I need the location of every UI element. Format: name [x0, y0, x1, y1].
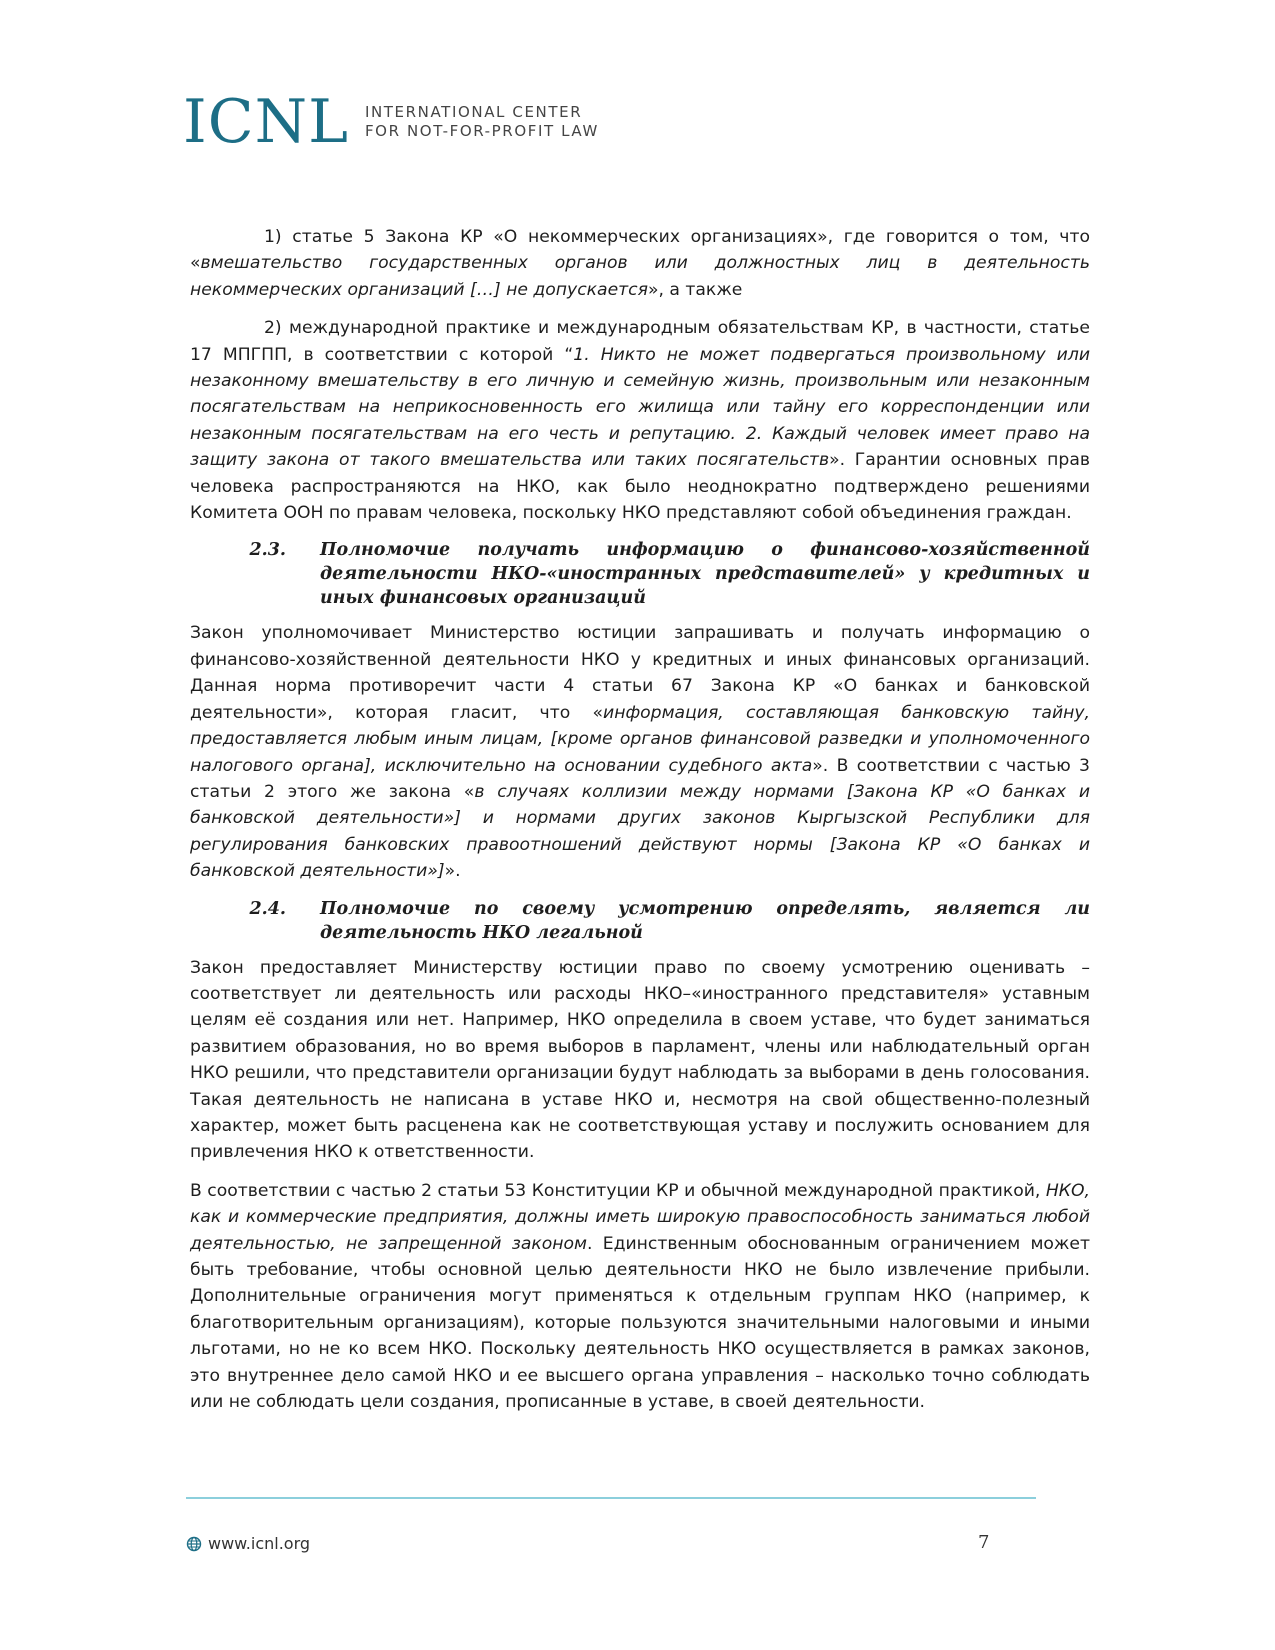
logo-tagline-line-1: INTERNATIONAL CENTER [364, 103, 583, 121]
paragraph-text: ». Гарантии основных прав человека распространяются на НКО, как было неоднократно подтверждено решениями Комитета ООН по правам человека, поскольку НКО представляют собой объединения граждан. [190, 450, 1090, 524]
paragraph-text: . Единственным обоснованным ограничением может быть требование, чтобы основной целью деятельности НКО не было извлечение прибыли. Дополнительные ограничения могут применяться к отдельным группам НКО (например, к благотворительным организациям), которые пользуются значительными налоговыми и иными льготами, но не ко всем НКО. Поскольку деятельность НКО осуществляется в рамках законов, это внутреннее дело самой НКО и ее высшего органа управления – насколько точно соблюдать или не соблюдать цели создания, прописанные в уставе, в своей деятельности. [190, 1233, 1090, 1413]
paragraph-text: Закон уполномочивает Министерство юстиции запрашивать и получать информацию о финансово-хозяйственной деятельности НКО у кредитных и иных финансовых организаций. Данная норма противоречит части 4 статьи 67 Закона КР «О банках и банковской деятельности», которая гласит, что « [190, 623, 1090, 723]
logo-mark: ICNL [183, 87, 349, 157]
logo-tagline [365, 103, 599, 141]
paragraph-text: », а также [647, 279, 743, 300]
paragraph-text: ». [444, 861, 461, 882]
section-title: Полномочие получать информацию о финансово-хозяйственной деятельности НКО-«иностранных представителей» у кредитных и иных финансовых организаций [320, 540, 1090, 609]
section-heading-2-4 [190, 897, 1090, 945]
paragraph-constitution [190, 1178, 1090, 1416]
globe-icon [186, 1536, 202, 1552]
document-body [190, 224, 1090, 1427]
paragraph-text: 2) международной практике и международным обязательствам КР, в частности, статье 17 МПГПП, в соответствии с которой “ [190, 318, 1090, 365]
paragraph-ministry-discretion: Закон предоставляет Министерству юстиции право по своему усмотрению оценивать – соответствует ли деятельность или расходы НКО–«иностранного представителя» уставным целям её создания или нет. Например, НКО определила в своем уставе, что будет заниматься развитием образования, но во время выборов в парламент, члены или наблюдательный орган НКО решили, что представители организации будут наблюдать за выборами в день голосования. Такая деятельность не написана в уставе НКО и, несмотря на свой общественно-полезный характер, может быть расценена как не соответствующая уставу и послужить основанием для привлечения НКО к ответственности. [190, 957, 1090, 1163]
section-heading-2-3 [190, 538, 1090, 610]
paragraph-international-practice [190, 315, 1090, 526]
icnl-logo [183, 87, 599, 157]
footer-website[interactable] [186, 1534, 310, 1553]
paragraph-quote: информация, составляющая банковскую тайну, предоставляется любым иным лицам, [кроме органов финансовой разведки и уполномоченного налогового органа], исключительно на основании судебного акта [190, 702, 1090, 776]
footer-url-text[interactable]: www.icnl.org [208, 1534, 311, 1553]
paragraph-bank-secrecy [190, 620, 1090, 884]
paragraph-quote: в случаях коллизии между нормами [Закона КР «О банках и банковской деятельности»] и нормами других законов Кыргызской Республики для регулирования банковских правоотношений действуют нормы [Закона КР «О банках и банковской деятельности»] [190, 781, 1090, 882]
paragraph-text: 1) статье 5 Закона КР «О некоммерческих организациях», где говорится о том, что « [190, 227, 1090, 274]
paragraph-text: В соответствии с частью 2 статьи 53 Конституции КР и обычной международной практикой, [190, 1180, 1046, 1201]
footer-divider [186, 1497, 1036, 1499]
paragraph-quote: 1. Никто не может подвергаться произвольному или незаконному вмешательству в его личную и семейную жизнь, произвольным или незаконным посягательствам на неприкосновенность его жилища или тайну его корреспонденции или незаконным посягательствам на его честь и репутацию. 2. Каждый человек имеет право на защиту закона от такого вмешательства или таких посягательств [190, 344, 1090, 471]
paragraph-quote: НКО, как и коммерческие предприятия, должны иметь широкую правоспособность заниматься любой деятельностью, не запрещенной законом [190, 1180, 1090, 1254]
section-number: 2.4. [249, 898, 286, 919]
section-title: Полномочие по своему усмотрению определять, является ли деятельность НКО легальной [320, 898, 1090, 943]
page-number: 7 [978, 1532, 990, 1553]
paragraph-quote: вмешательство государственных органов или должностных лиц в деятельность некоммерческих организаций […] не допускается [190, 253, 1090, 300]
paragraph-text: ». В соответствии с частью 3 статьи 2 этого же закона « [190, 755, 1090, 802]
logo-tagline-line-2: FOR NOT-FOR-PROFIT LAW [364, 122, 599, 140]
section-number: 2.3. [249, 540, 286, 561]
paragraph-article-5 [190, 224, 1090, 303]
